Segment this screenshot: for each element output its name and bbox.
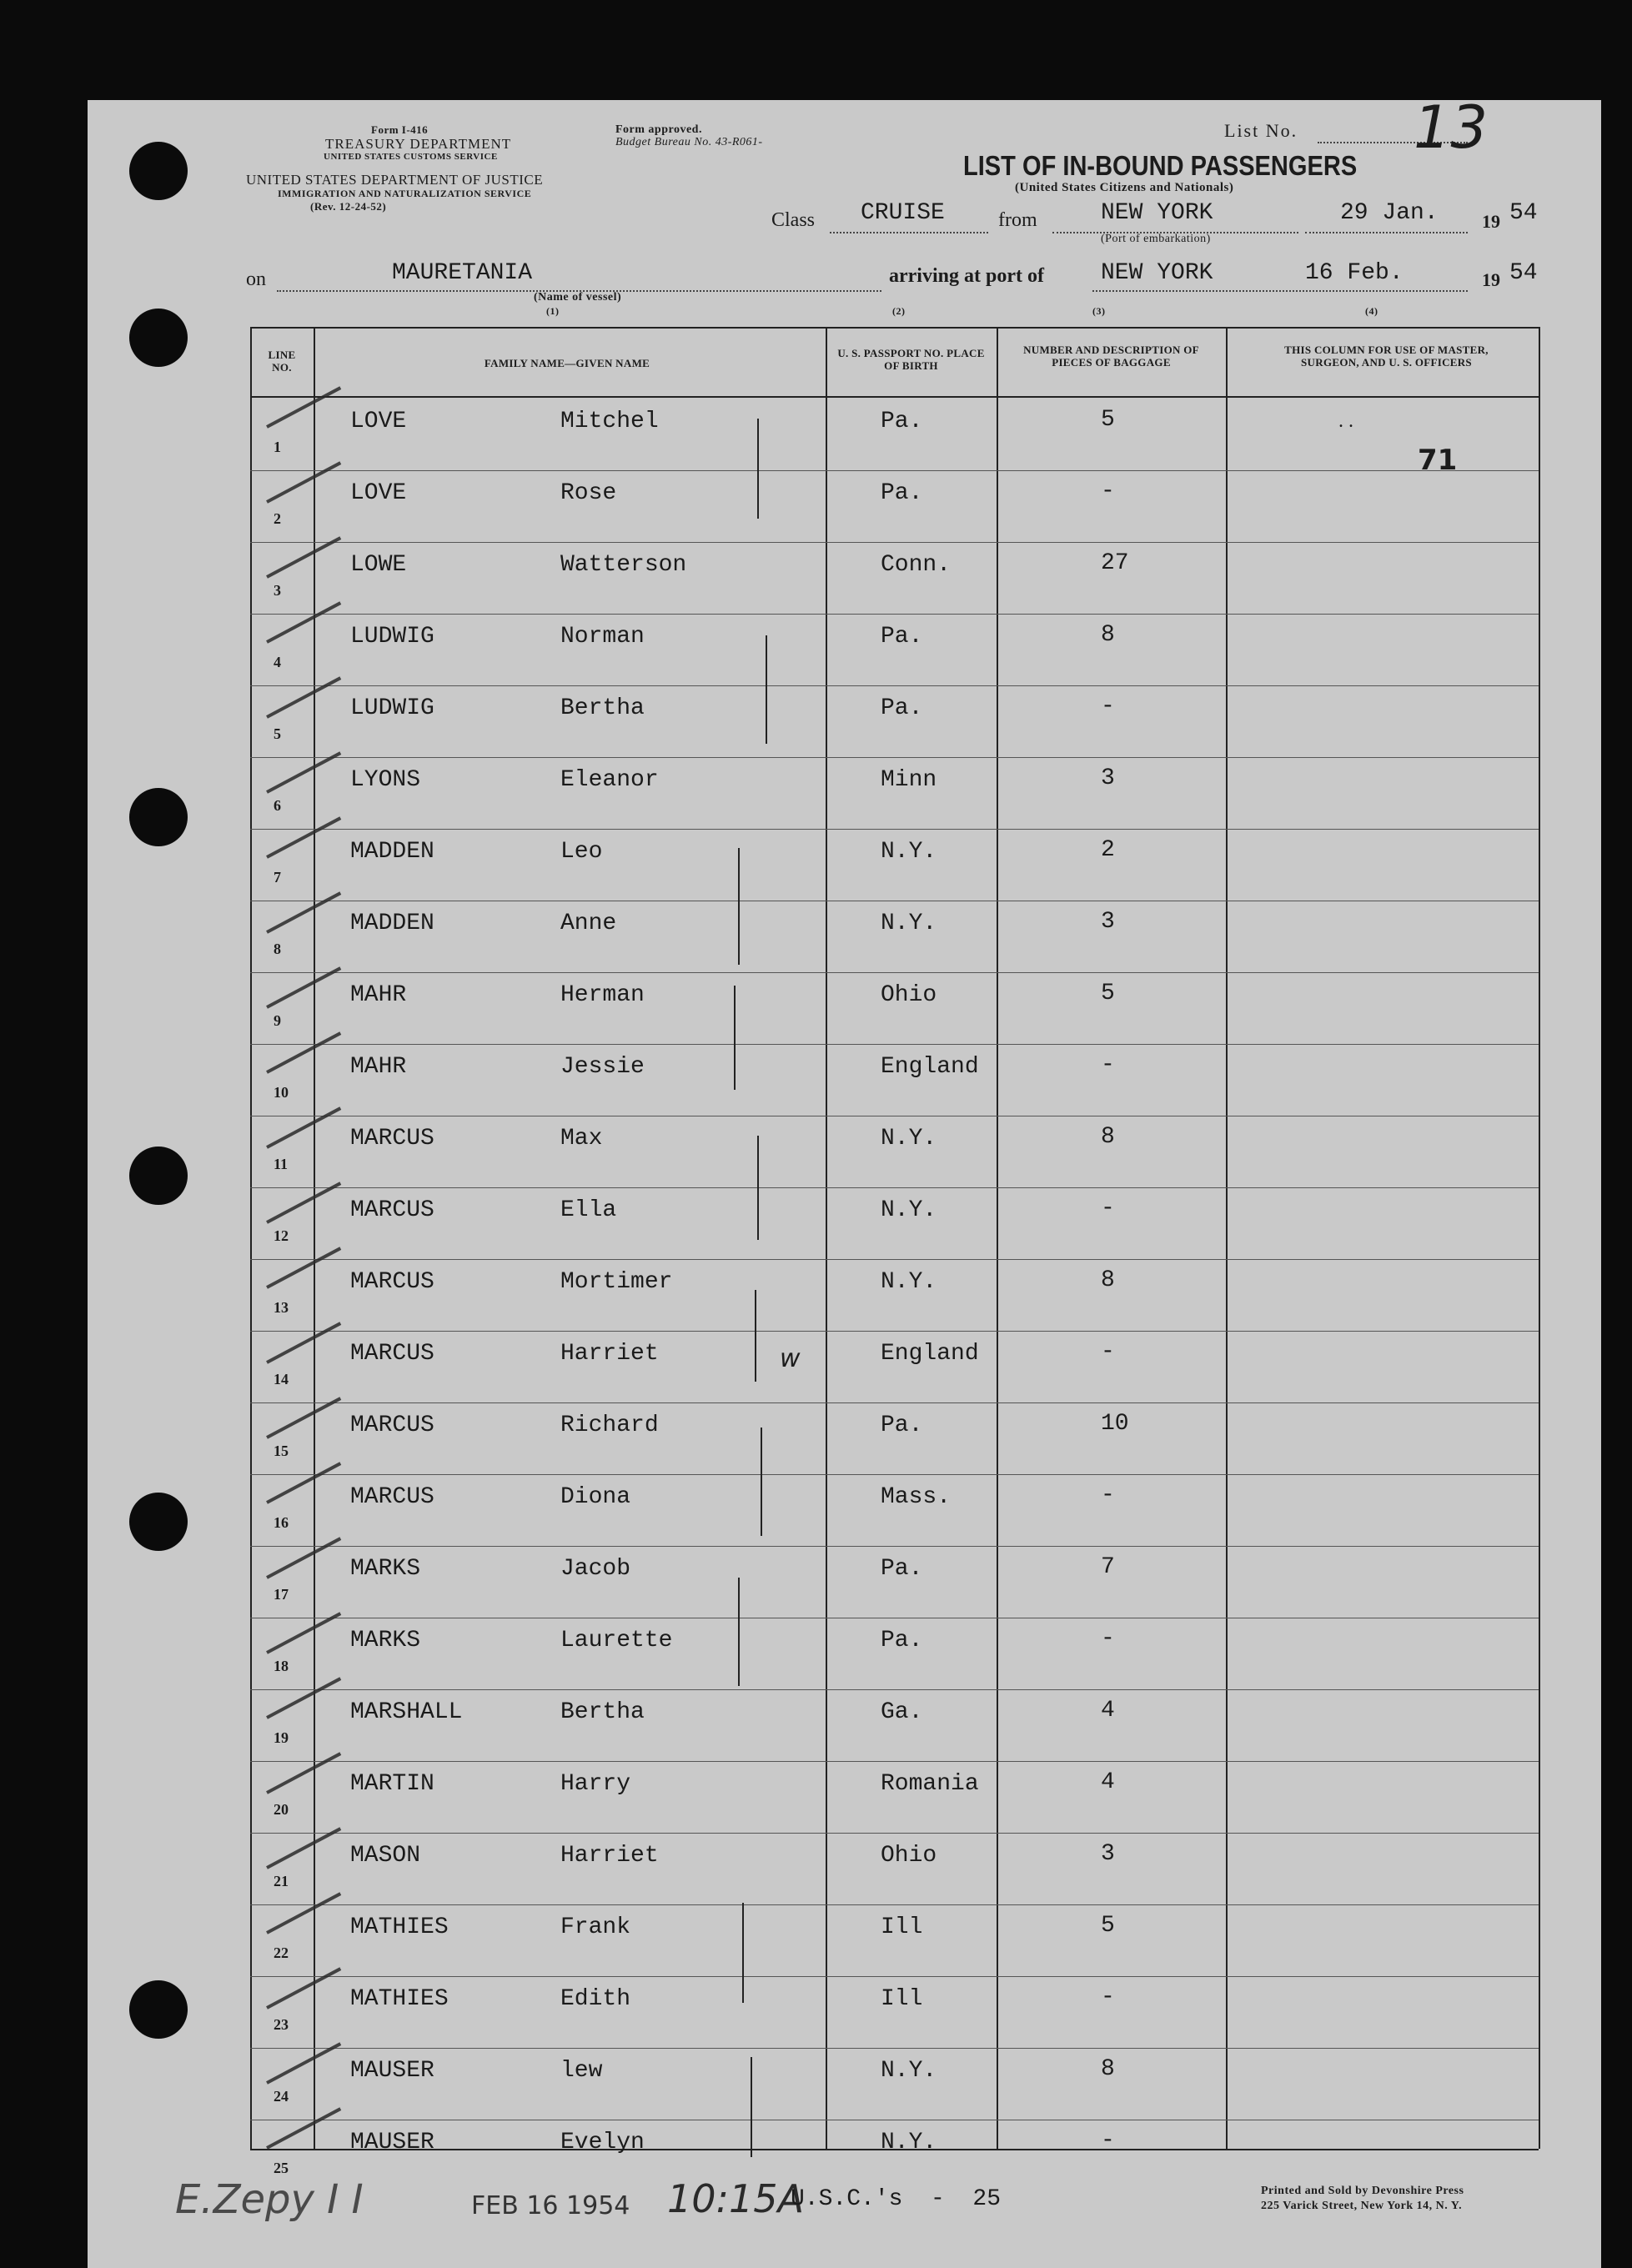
baggage-count: - <box>1101 479 1115 504</box>
col-header-line-no: LINE NO. <box>268 349 296 374</box>
arrival-year-prefix: 19 <box>1482 269 1500 290</box>
line-number: 2 <box>274 510 281 527</box>
table-row <box>250 2050 1539 2121</box>
row-divider <box>250 1761 1539 1762</box>
baggage-count: - <box>1101 1339 1115 1365</box>
place-of-birth: N.Y. <box>881 1269 937 1295</box>
family-name: LUDWIG <box>350 695 434 721</box>
family-name: MATHIES <box>350 1986 449 2012</box>
baggage-count: 7 <box>1101 1554 1115 1580</box>
from-label: from <box>998 209 1037 231</box>
family-bracket <box>755 1290 756 1382</box>
given-name: Diona <box>560 1484 631 1510</box>
table-row <box>250 902 1539 974</box>
place-of-birth: N.Y. <box>881 839 937 865</box>
table-row <box>250 1476 1539 1548</box>
col-header-baggage: NUMBER AND DESCRIPTION OF PIECES OF BAGGAGE <box>1023 344 1199 369</box>
row-divider <box>250 1546 1539 1547</box>
row-divider <box>250 685 1539 686</box>
from-date: 29 Jan. <box>1340 200 1439 226</box>
line-number: 4 <box>274 654 281 670</box>
inspector-initials: E.Zepy I I <box>175 2176 364 2223</box>
from-year-prefix: 19 <box>1482 211 1500 232</box>
family-name: MARCUS <box>350 1412 434 1438</box>
customs-service: UNITED STATES CUSTOMS SERVICE <box>324 152 498 162</box>
line-number: 20 <box>274 1801 289 1818</box>
binder-hole <box>129 788 188 846</box>
family-bracket <box>757 419 759 519</box>
row-divider <box>250 757 1539 758</box>
given-name: Richard <box>560 1412 659 1438</box>
printer-line-1: Printed and Sold by Devonshire Press <box>1261 2185 1464 2197</box>
table-row <box>250 1763 1539 1834</box>
given-name: Jessie <box>560 1054 645 1080</box>
budget-bureau: Budget Bureau No. 43-R061- <box>615 136 763 148</box>
line-number: 19 <box>274 1729 289 1746</box>
table-row <box>250 1404 1539 1476</box>
arrival-date: 16 Feb. <box>1305 260 1404 286</box>
place-of-birth: Pa. <box>881 409 923 434</box>
place-of-birth: Conn. <box>881 552 952 578</box>
place-of-birth: N.Y. <box>881 911 937 936</box>
baggage-count: 8 <box>1101 622 1115 648</box>
baggage-count: 3 <box>1101 765 1115 791</box>
vessel-note: (Name of vessel) <box>534 291 622 304</box>
baggage-count: 3 <box>1101 909 1115 935</box>
given-name: Leo <box>560 839 603 865</box>
baggage-count: - <box>1101 1483 1115 1508</box>
given-name: Rose <box>560 480 617 506</box>
row-divider <box>250 542 1539 543</box>
officer-mark: 71 <box>1418 444 1458 477</box>
table-row <box>250 759 1539 830</box>
place-of-birth: N.Y. <box>881 2058 937 2084</box>
col-number-3: (3) <box>1092 305 1106 317</box>
table-row <box>250 472 1539 544</box>
header-bottom-border <box>250 396 1539 398</box>
line-number: 8 <box>274 941 281 957</box>
given-name: Bertha <box>560 1699 645 1725</box>
embarkation-note: (Port of embarkation) <box>1101 233 1211 245</box>
table-border-right <box>1539 327 1540 2149</box>
table-row <box>250 1046 1539 1117</box>
baggage-count: 27 <box>1101 550 1129 576</box>
arrival-line <box>1092 290 1468 292</box>
place-of-birth: Ill <box>881 1914 923 1940</box>
class-line <box>830 232 988 233</box>
given-name: Anne <box>560 911 617 936</box>
family-name: MADDEN <box>350 839 434 865</box>
baggage-count: - <box>1101 1196 1115 1222</box>
baggage-count: 5 <box>1101 1913 1115 1939</box>
passenger-table <box>250 327 1539 2176</box>
table-row <box>250 615 1539 687</box>
line-number: 24 <box>274 2088 289 2105</box>
family-name: LUDWIG <box>350 624 434 650</box>
baggage-count: - <box>1101 1984 1115 2010</box>
col-number-1: (1) <box>546 305 560 317</box>
from-date-line <box>1305 232 1468 233</box>
table-row <box>250 1691 1539 1763</box>
line-number: 6 <box>274 797 281 814</box>
class-label: Class <box>771 209 816 231</box>
form-number: Form I-416 <box>371 123 429 136</box>
place-of-birth: N.Y. <box>881 1126 937 1152</box>
table-row <box>250 1261 1539 1332</box>
place-of-birth: Pa. <box>881 480 923 506</box>
given-name: Max <box>560 1126 603 1152</box>
family-name: MARCUS <box>350 1126 434 1152</box>
officer-dots: . . <box>1338 410 1353 432</box>
binder-hole <box>129 309 188 367</box>
family-name: MARCUS <box>350 1341 434 1367</box>
given-name: Jacob <box>560 1556 631 1582</box>
place-of-birth: Ohio <box>881 1843 937 1869</box>
baggage-count: 10 <box>1101 1411 1129 1437</box>
family-name: MARSHALL <box>350 1699 463 1725</box>
baggage-count: 8 <box>1101 1267 1115 1293</box>
row-divider <box>250 1976 1539 1977</box>
table-row <box>250 830 1539 902</box>
row-divider <box>250 972 1539 973</box>
place-of-birth: Pa. <box>881 1556 923 1582</box>
line-number: 18 <box>274 1658 289 1674</box>
binder-hole <box>129 1147 188 1205</box>
check-mark <box>266 386 341 428</box>
line-number: 5 <box>274 725 281 742</box>
given-name: Mitchel <box>560 409 659 434</box>
line-number: 17 <box>274 1586 289 1603</box>
line-number: 23 <box>274 2016 289 2033</box>
row-divider <box>250 1044 1539 1045</box>
baggage-count: - <box>1101 694 1115 720</box>
on-label: on <box>246 268 266 290</box>
binder-hole <box>129 142 188 200</box>
row-divider <box>250 1259 1539 1260</box>
given-name: Evelyn <box>560 2130 645 2155</box>
given-name: Norman <box>560 624 645 650</box>
family-name: MASON <box>350 1843 421 1869</box>
place-of-birth: England <box>881 1054 979 1080</box>
list-title: LIST OF IN-BOUND PASSENGERS <box>963 150 1358 181</box>
justice-dept: UNITED STATES DEPARTMENT OF JUSTICE <box>246 172 544 188</box>
family-name: MARCUS <box>350 1269 434 1295</box>
family-bracket <box>766 635 767 744</box>
given-name: Mortimer <box>560 1269 673 1295</box>
row-divider <box>250 1689 1539 1690</box>
binder-hole <box>129 1980 188 2039</box>
place-of-birth: Ohio <box>881 982 937 1008</box>
place-of-birth: Ill <box>881 1986 923 2012</box>
given-name: lew <box>560 2058 603 2084</box>
given-name: Edith <box>560 1986 631 2012</box>
family-name: LYONS <box>350 767 421 793</box>
table-row <box>250 1834 1539 1906</box>
line-number: 25 <box>274 2160 289 2176</box>
baggage-count: 8 <box>1101 1124 1115 1150</box>
family-name: LOVE <box>350 409 407 434</box>
treasury-dept: TREASURY DEPARTMENT <box>325 136 512 152</box>
table-row <box>250 974 1539 1046</box>
family-name: MADDEN <box>350 911 434 936</box>
table-top-border <box>250 327 1539 329</box>
baggage-count: - <box>1101 1052 1115 1078</box>
table-row <box>250 1189 1539 1261</box>
arrival-year: 54 <box>1509 260 1538 286</box>
place-of-birth: Pa. <box>881 1412 923 1438</box>
place-of-birth: Pa. <box>881 695 923 721</box>
binder-hole <box>129 1493 188 1551</box>
given-name: Harriet <box>560 1843 659 1869</box>
row-divider <box>250 829 1539 830</box>
line-number: 16 <box>274 1514 289 1531</box>
given-name: Herman <box>560 982 645 1008</box>
place-of-birth: England <box>881 1341 979 1367</box>
given-name: Bertha <box>560 695 645 721</box>
table-row <box>250 1619 1539 1691</box>
col-header-officers: THIS COLUMN FOR USE OF MASTER, SURGEON, AND U. S. OFFICERS <box>1284 344 1489 369</box>
family-bracket <box>738 848 740 965</box>
given-name: Laurette <box>560 1628 673 1653</box>
col-header-passport: U. S. PASSPORT NO. PLACE OF BIRTH <box>837 347 985 372</box>
baggage-count: 3 <box>1101 1841 1115 1867</box>
family-bracket <box>742 1903 744 2003</box>
line-number: 15 <box>274 1443 289 1459</box>
col-header-name: FAMILY NAME—GIVEN NAME <box>484 357 650 369</box>
family-name: MARCUS <box>350 1197 434 1223</box>
row-divider <box>250 614 1539 615</box>
row-divider <box>250 470 1539 471</box>
family-name: LOVE <box>350 480 407 506</box>
family-name: LOWE <box>350 552 407 578</box>
table-row <box>250 1117 1539 1189</box>
family-name: MATHIES <box>350 1914 449 1940</box>
line-number: 14 <box>274 1371 289 1387</box>
line-number: 12 <box>274 1227 289 1244</box>
table-row <box>250 544 1539 615</box>
citizen-total: U.S.C.'s - 25 <box>791 2186 1002 2212</box>
table-row <box>250 1906 1539 1978</box>
col-number-2: (2) <box>892 305 906 317</box>
line-number: 7 <box>274 869 281 886</box>
list-number-label: List No. <box>1224 120 1298 141</box>
baggage-count: - <box>1101 1626 1115 1652</box>
given-name: Harry <box>560 1771 631 1797</box>
arrival-time: 10:15A <box>667 2176 805 2221</box>
baggage-count: 8 <box>1101 2056 1115 2082</box>
family-name: MAHR <box>350 1054 407 1080</box>
family-name: MARKS <box>350 1556 421 1582</box>
arriving-label: arriving at port of <box>889 265 1044 287</box>
line-number: 9 <box>274 1012 281 1029</box>
given-name: Ella <box>560 1197 617 1223</box>
row-divider <box>250 2048 1539 2049</box>
place-of-birth: N.Y. <box>881 1197 937 1223</box>
given-name: Watterson <box>560 552 687 578</box>
line-number: 21 <box>274 1873 289 1889</box>
printer-line-2: 225 Varick Street, New York 14, N. Y. <box>1261 2200 1463 2212</box>
vessel-name: MAURETANIA <box>392 260 533 286</box>
baggage-count: 4 <box>1101 1769 1115 1795</box>
family-bracket <box>751 2057 752 2157</box>
line-number: 11 <box>274 1156 289 1172</box>
family-name: MARKS <box>350 1628 421 1653</box>
family-name: MAHR <box>350 982 407 1008</box>
row-divider <box>250 1833 1539 1834</box>
baggage-count: 5 <box>1101 407 1115 433</box>
table-row <box>250 1548 1539 1619</box>
family-bracket <box>757 1136 759 1240</box>
ins-service: IMMIGRATION AND NATURALIZATION SERVICE <box>278 188 532 199</box>
given-name: Harriet <box>560 1341 659 1367</box>
from-year: 54 <box>1509 200 1538 226</box>
family-bracket <box>738 1578 740 1686</box>
given-name: Eleanor <box>560 767 659 793</box>
baggage-count: 5 <box>1101 981 1115 1006</box>
baggage-count: 4 <box>1101 1698 1115 1724</box>
table-row <box>250 2121 1539 2193</box>
place-of-birth: N.Y. <box>881 2130 937 2155</box>
given-name: Frank <box>560 1914 631 1940</box>
date-stamp: FEB 16 1954 <box>471 2191 630 2220</box>
w-mark: w <box>780 1344 801 1373</box>
row-divider <box>250 1187 1539 1188</box>
table-row <box>250 1978 1539 2050</box>
place-of-birth: Pa. <box>881 1628 923 1653</box>
family-name: MAUSER <box>350 2130 434 2155</box>
row-divider <box>250 1904 1539 1905</box>
list-subtitle: (United States Citizens and Nationals) <box>1015 181 1234 194</box>
baggage-count: - <box>1101 2128 1115 2154</box>
line-number: 10 <box>274 1084 289 1101</box>
line-number: 3 <box>274 582 281 599</box>
family-name: MARTIN <box>350 1771 434 1797</box>
line-number: 13 <box>274 1299 289 1316</box>
table-row <box>250 1332 1539 1404</box>
row-divider <box>250 1402 1539 1403</box>
place-of-birth: Ga. <box>881 1699 923 1725</box>
family-name: MAUSER <box>350 2058 434 2084</box>
from-port: NEW YORK <box>1101 200 1213 226</box>
family-bracket <box>734 986 736 1090</box>
table-row <box>250 687 1539 759</box>
baggage-count: 2 <box>1101 837 1115 863</box>
family-bracket <box>761 1428 762 1536</box>
place-of-birth: Pa. <box>881 624 923 650</box>
row-divider <box>250 1474 1539 1475</box>
col-number-4: (4) <box>1365 305 1378 317</box>
list-number-value: 13 <box>1414 93 1489 162</box>
place-of-birth: Romania <box>881 1771 979 1797</box>
place-of-birth: Mass. <box>881 1484 952 1510</box>
class-value: CRUISE <box>861 200 945 226</box>
arrival-port: NEW YORK <box>1101 260 1213 286</box>
revision: (Rev. 12-24-52) <box>310 200 387 213</box>
family-name: MARCUS <box>350 1484 434 1510</box>
place-of-birth: Minn <box>881 767 937 793</box>
line-number: 1 <box>274 439 281 455</box>
row-divider <box>250 1331 1539 1332</box>
line-number: 22 <box>274 1944 289 1961</box>
form-approved: Form approved. <box>615 123 702 136</box>
